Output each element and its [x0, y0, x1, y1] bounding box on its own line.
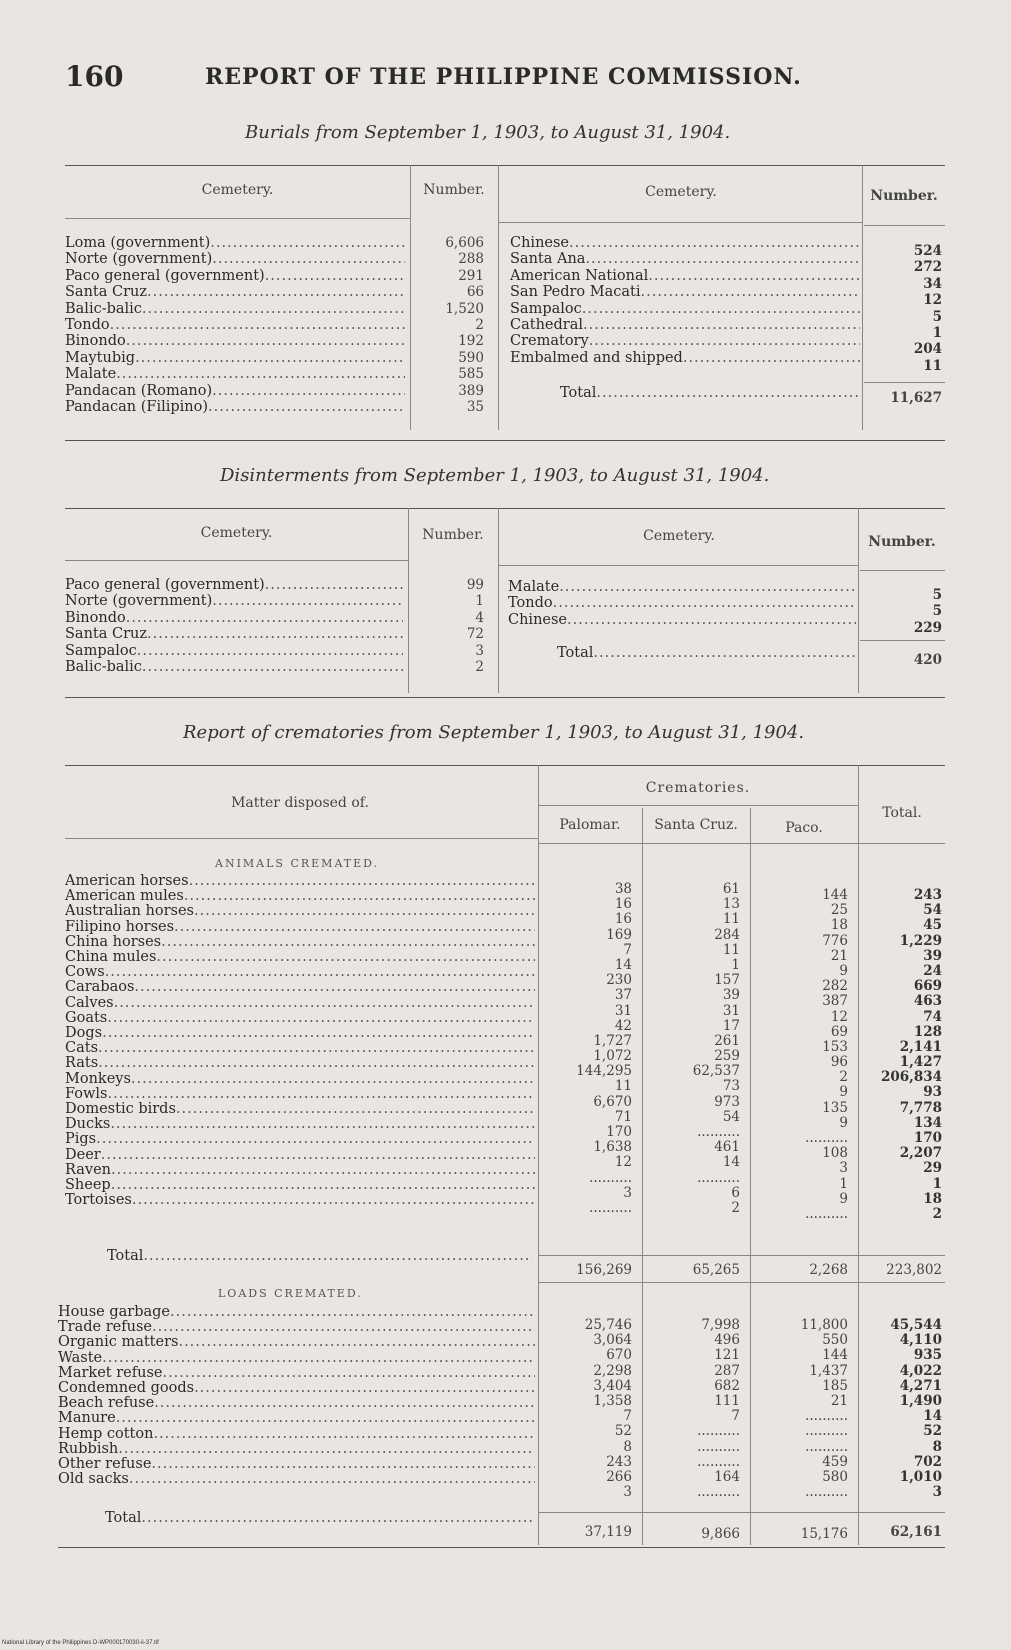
animals-paco: 144 25 18 776 21 9 282 387 12 69 153 96 2 9 135 9 .......... 108 3 1 9 .......... [805, 887, 848, 1222]
burials-col-cemetery-right: Cemetery. [645, 184, 717, 200]
list-item: Pandacan (Romano) ..... [65, 383, 405, 399]
burials-col-number-left: Number. [423, 182, 485, 198]
table-row: Australian horses ..... [65, 904, 535, 919]
disinterments-left-labels [65, 577, 403, 675]
table-row: Rats ..... [65, 1056, 535, 1071]
loads-total-palomar: 37,119 [584, 1524, 632, 1540]
list-item: Binondo ..... [65, 610, 403, 626]
burials-top-rule [65, 165, 945, 166]
list-item: Cathedral ..... [510, 317, 860, 333]
animals-total-paco: 2,268 [809, 1262, 848, 1278]
burials-total: 11,627 [890, 390, 942, 406]
crematories-col-palomar: Palomar. [559, 817, 621, 833]
table-row: American horses ..... [65, 874, 535, 889]
page-number: 160 [65, 60, 124, 93]
table-row: American mules ..... [65, 889, 535, 904]
list-item: American National ..... [510, 268, 860, 284]
loads-total-label: Total ..... [105, 1510, 532, 1526]
animals-heading: ANIMALS CREMATED. [215, 857, 380, 870]
table-row: Goats ..... [65, 1011, 535, 1026]
loads-palomar: 25,746 3,064 670 2,298 3,404 1,358 7 52 8 243 266 3 [584, 1317, 632, 1501]
loads-total: 45,544 4,110 935 4,022 4,271 1,490 14 52 8 702 1,010 3 [890, 1317, 942, 1501]
table-row: China horses ..... [65, 935, 535, 950]
list-item: Balic-balic ..... [65, 659, 403, 675]
burials-total-label: Total ..... [560, 385, 860, 401]
disinterments-left-numbers: 99 1 4 72 3 2 [466, 577, 484, 675]
list-item: Pandacan (Filipino) ..... [65, 399, 405, 415]
crematories-col-santa-cruz: Santa Cruz. [654, 817, 738, 833]
burials-caption: Burials from September 1, 1903, to August 31, 1904. [245, 122, 731, 143]
scan-footer: National Library of the Philippines D-WP000170030-ii-37.tif [2, 1640, 159, 1646]
list-item: Santa Cruz ..... [65, 284, 405, 300]
table-row: Organic matters ..... [58, 1335, 535, 1350]
list-item: Sampaloc ..... [510, 301, 860, 317]
table-row: Dogs ..... [65, 1026, 535, 1041]
animals-total: 243 54 45 1,229 39 24 669 463 74 128 2,141 1,427 206,834 93 7,778 134 170 2,207 29 1 18 2 [880, 887, 942, 1222]
animals-santa-cruz: 61 13 11 284 11 1 157 39 31 17 261 259 62,537 73 973 54 .......... 461 14 .......... 6 2 [692, 881, 740, 1216]
list-item: Malate ..... [508, 579, 856, 595]
list-item: Loma (government) ..... [65, 235, 405, 251]
list-item: Crematory ..... [510, 333, 860, 349]
burials-right-numbers: 524 272 34 12 5 1 204 11 [913, 243, 942, 374]
burials-right-labels [510, 235, 860, 366]
list-item: Maytubig ..... [65, 350, 405, 366]
table-row: Cats ..... [65, 1041, 535, 1056]
table-row: Raven ..... [65, 1163, 535, 1178]
loads-santa-cruz: 7,998 496 121 287 682 111 7 .......... .......... .......... 164 .......... [697, 1317, 740, 1501]
table-row: Old sacks ..... [58, 1472, 535, 1487]
list-item: Chinese ..... [510, 235, 860, 251]
table-row: Filipino horses ..... [65, 920, 535, 935]
loads-paco: 11,800 550 144 1,437 185 21 .......... .......... .......... 459 580 .......... [800, 1317, 848, 1501]
burials-col-cemetery-left: Cemetery. [201, 182, 274, 198]
table-row: Carabaos ..... [65, 980, 535, 995]
table-row: Market refuse ..... [58, 1366, 535, 1381]
disinterments-right-labels [508, 579, 856, 628]
disinterments-col-cemetery-right: Cemetery. [643, 528, 715, 544]
crematories-col-crematories: Crematories. [645, 780, 751, 796]
list-item: Norte (government) ..... [65, 593, 403, 609]
table-row: Fowls ..... [65, 1087, 535, 1102]
crematories-col-total: Total. [882, 805, 922, 821]
table-row: Hemp cotton ..... [58, 1427, 535, 1442]
crematories-col-paco: Paco. [785, 820, 823, 836]
table-row: Beach refuse ..... [58, 1396, 535, 1411]
table-row: House garbage ..... [58, 1305, 535, 1320]
loads-total-paco: 15,176 [800, 1526, 848, 1542]
loads-total-santa-cruz: 9,866 [701, 1526, 740, 1542]
animals-labels [65, 874, 535, 1208]
disinterments-col-number-right: Number. [868, 534, 936, 550]
table-row: Monkeys ..... [65, 1072, 535, 1087]
table-row: China mules ..... [65, 950, 535, 965]
disinterments-total-label: Total ..... [557, 645, 855, 661]
list-item: Norte (government) ..... [65, 251, 405, 267]
list-item: San Pedro Macati ..... [510, 284, 860, 300]
list-item: Santa Ana ..... [510, 251, 860, 267]
animals-total-label: Total ..... [107, 1248, 532, 1264]
burials-col-number-right: Number. [870, 188, 938, 204]
loads-labels [58, 1305, 535, 1487]
table-row: Trade refuse ..... [58, 1320, 535, 1335]
list-item: Embalmed and shipped ..... [510, 350, 860, 366]
table-row: Waste ..... [58, 1351, 535, 1366]
running-header: REPORT OF THE PHILIPPINE COMMISSION. [205, 64, 802, 90]
list-item: Sampaloc ..... [65, 643, 403, 659]
animals-total-palomar: 156,269 [576, 1262, 632, 1278]
disinterments-total: 420 [913, 652, 942, 668]
animals-total-santa-cruz: 65,265 [692, 1262, 740, 1278]
table-row: Calves ..... [65, 996, 535, 1011]
list-item: Paco general (government) ..... [65, 268, 405, 284]
table-row: Ducks ..... [65, 1117, 535, 1132]
crematories-col-matter: Matter disposed of. [231, 795, 369, 811]
list-item: Tondo ..... [508, 595, 856, 611]
disinterments-col-cemetery-left: Cemetery. [200, 525, 273, 541]
list-item: Santa Cruz ..... [65, 626, 403, 642]
disinterments-right-numbers: 5 5 229 [913, 587, 942, 636]
loads-heading: LOADS CREMATED. [218, 1287, 363, 1300]
crematories-caption: Report of crematories from September 1, 1903, to August 31, 1904. [183, 722, 805, 743]
table-row: Rubbish ..... [58, 1442, 535, 1457]
burials-left-numbers: 6,606 288 291 66 1,520 2 192 590 585 389 35 [445, 235, 484, 415]
list-item: Malate ..... [65, 366, 405, 382]
table-row: Cows ..... [65, 965, 535, 980]
list-item: Paco general (government) ..... [65, 577, 403, 593]
table-row: Pigs ..... [65, 1132, 535, 1147]
list-item: Balic-balic ..... [65, 301, 405, 317]
table-row: Manure ..... [58, 1411, 535, 1426]
list-item: Chinese ..... [508, 612, 856, 628]
table-row: Condemned goods ..... [58, 1381, 535, 1396]
disinterments-col-number-left: Number. [422, 527, 484, 543]
burials-left-labels [65, 235, 405, 415]
list-item: Binondo ..... [65, 333, 405, 349]
table-row: Tortoises ..... [65, 1193, 535, 1208]
list-item: Tondo ..... [65, 317, 405, 333]
loads-total-total: 62,161 [890, 1524, 942, 1540]
table-row: Domestic birds ..... [65, 1102, 535, 1117]
animals-palomar: 38 16 16 169 7 14 230 37 31 42 1,727 1,072 144,295 11 6,670 71 170 1,638 12 .......... 3 .......... [576, 881, 632, 1216]
table-row: Sheep ..... [65, 1178, 535, 1193]
table-row: Other refuse ..... [58, 1457, 535, 1472]
table-row: Deer ..... [65, 1148, 535, 1163]
disinterments-caption: Disinterments from September 1, 1903, to August 31, 1904. [220, 465, 770, 486]
animals-total-total: 223,802 [886, 1262, 942, 1278]
